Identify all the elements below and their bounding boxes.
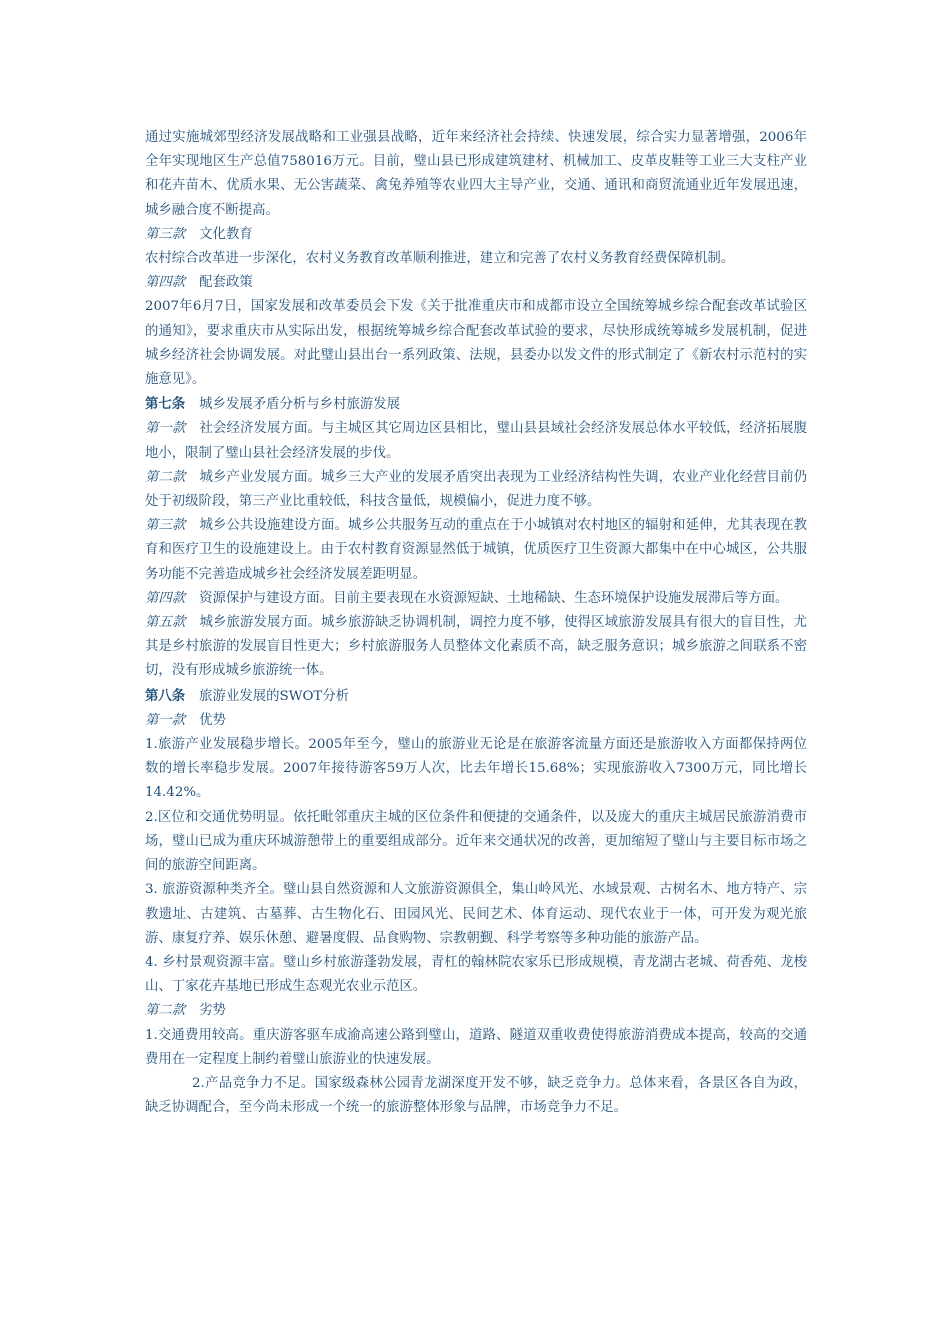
clause-label: 第四款 xyxy=(145,275,186,291)
clause-paragraph xyxy=(145,466,807,514)
list-paragraph: 1.旅游产业发展稳步增长。2005年至今，璧山的旅游业无论是在旅游客流量方面还是旅游收入方面都保持两位数的增长率稳步发展。2007年接待游客59万人次，比去年增长15.68%；实现旅游收入7300万元，同比增长14.42%。 xyxy=(145,737,807,801)
clause-label: 第三款 xyxy=(145,518,186,534)
clause-title: 文化教育 xyxy=(199,226,253,242)
list-paragraph: 2.区位和交通优势明显。依托毗邻重庆主城的区位条件和便捷的交通条件，以及庞大的重庆主城居民旅游消费市场，璧山已成为重庆环城游憩带上的重要组成部分。近年来交通状况的改善，更加缩短了璧山与主要目标市场之间的旅游空间距离。 xyxy=(145,809,807,874)
clause-text: 城乡旅游发展方面。城乡旅游缺乏协调机制，调控力度不够，使得区域旅游发展具有很大的盲目性，尤其是乡村旅游的发展盲目性更大；乡村旅游服务人员整体文化素质不高，缺乏服务意识；城乡旅游之间联系不密切，没有形成城乡旅游统一体。 xyxy=(145,615,808,679)
article-label: 第七条 xyxy=(145,396,186,413)
clause-label: 第二款 xyxy=(145,469,186,485)
clause-label: 第五款 xyxy=(145,615,186,631)
clause-text: 社会经济发展方面。与主城区其它周边区县相比，璧山县县域社会经济发展总体水平较低，经济拓展腹地小，限制了璧山县社会经济发展的步伐。 xyxy=(145,421,808,461)
clause-heading xyxy=(145,999,807,1023)
paragraph: 2007年6月7日，国家发展和改革委员会下发《关于批准重庆市和成都市设立全国统筹城乡综合配套改革试验区的通知》，要求重庆市从实际出发，根据统筹城乡综合配套改革试验的要求，尽快形成统筹城乡发展机制，促进城乡经济社会协调发展。对此璧山县出台一系列政策、法规，县委办以发文件的形式制定了《新农村示范村的实施意见》。 xyxy=(145,299,807,388)
article-title: 城乡发展矛盾分析与乡村旅游发展 xyxy=(199,397,401,413)
article-heading xyxy=(145,684,807,709)
clause-label: 第一款 xyxy=(145,712,186,728)
paragraph: 农村综合改革进一步深化，农村义务教育改革顺利推进，建立和完善了农村义务教育经费保障机制。 xyxy=(145,251,735,267)
clause-heading xyxy=(145,223,807,247)
clause-title: 优势 xyxy=(199,712,226,728)
clause-heading xyxy=(145,709,807,733)
clause-text: 资源保护与建设方面。目前主要表现在水资源短缺、土地稀缺、生态环境保护设施发展滞后等方面。 xyxy=(199,590,789,606)
article-title: 旅游业发展的SWOT分析 xyxy=(199,688,350,704)
paragraph: 通过实施城郊型经济发展战略和工业强县战略，近年来经济社会持续、快速发展，综合实力显著增强，2006年全年实现地区生产总值758016万元。目前，璧山县已形成建筑建材、机械加工、皮革皮鞋等工业三大支柱产业和花卉苗木、优质水果、无公害蔬菜、禽兔养殖等农业四大主导产业，交通、通讯和商贸流通业近年发展迅速，城乡融合度不断提高。 xyxy=(145,130,807,218)
clause-title: 劣势 xyxy=(199,1003,226,1019)
clause-heading xyxy=(145,271,807,295)
clause-paragraph xyxy=(145,514,807,587)
list-paragraph: 1.交通费用较高。重庆游客驱车成渝高速公路到璧山，道路、隧道双重收费使得旅游消费成本提高，较高的交通费用在一定程度上制约着璧山旅游业的快速发展。 xyxy=(145,1027,807,1067)
clause-label: 第三款 xyxy=(145,226,186,242)
clause-title: 配套政策 xyxy=(199,275,253,291)
clause-paragraph xyxy=(145,587,807,611)
clause-label: 第一款 xyxy=(145,421,186,437)
clause-text: 城乡产业发展方面。城乡三大产业的发展矛盾突出表现为工业经济结构性失调，农业产业化经营目前仍处于初级阶段，第三产业比重较低，科技含量低，规模偏小，促进力度不够。 xyxy=(145,469,808,510)
list-paragraph: 4. 乡村景观资源丰富。璧山乡村旅游蓬勃发展，青杠的翰林院农家乐已形成规模，青龙湖古老城、荷香苑、龙梭山、丁家花卉基地已形成生态观光农业示范区。 xyxy=(145,954,807,995)
list-paragraph: 2.产品竞争力不足。国家级森林公园青龙湖深度开发不够，缺乏竞争力。总体来看，各景区各自为政，缺乏协调配合，至今尚未形成一个统一的旅游整体形象与品牌，市场竞争力不足。 xyxy=(145,1075,807,1116)
clause-paragraph xyxy=(145,417,807,465)
clause-text: 城乡公共设施建设方面。城乡公共服务互动的重点在于小城镇对农村地区的辐射和延伸，尤其表现在教育和医疗卫生的设施建设上。由于农村教育资源显然低于城镇，优质医疗卫生资源大都集中在中心城区，公共服务功能不完善造成城乡社会经济发展差距明显。 xyxy=(145,518,808,582)
clause-label: 第四款 xyxy=(145,590,186,606)
clause-paragraph xyxy=(145,611,807,684)
article-heading xyxy=(145,392,807,417)
clause-label: 第二款 xyxy=(145,1003,186,1019)
list-paragraph: 3. 旅游资源种类齐全。璧山县自然资源和人文旅游资源俱全，集山岭风光、水域景观、古树名木、地方特产、宗教遗址、古建筑、古墓葬、古生物化石、田园风光、民间艺术、体育运动、现代农业于一体，可开发为观光旅游、康复疗养、娱乐休憩、避暑度假、品食购物、宗教朝觐、科学考察等多种功能的旅游产品。 xyxy=(145,882,807,946)
document-body xyxy=(145,126,807,1120)
article-label: 第八条 xyxy=(145,687,186,704)
